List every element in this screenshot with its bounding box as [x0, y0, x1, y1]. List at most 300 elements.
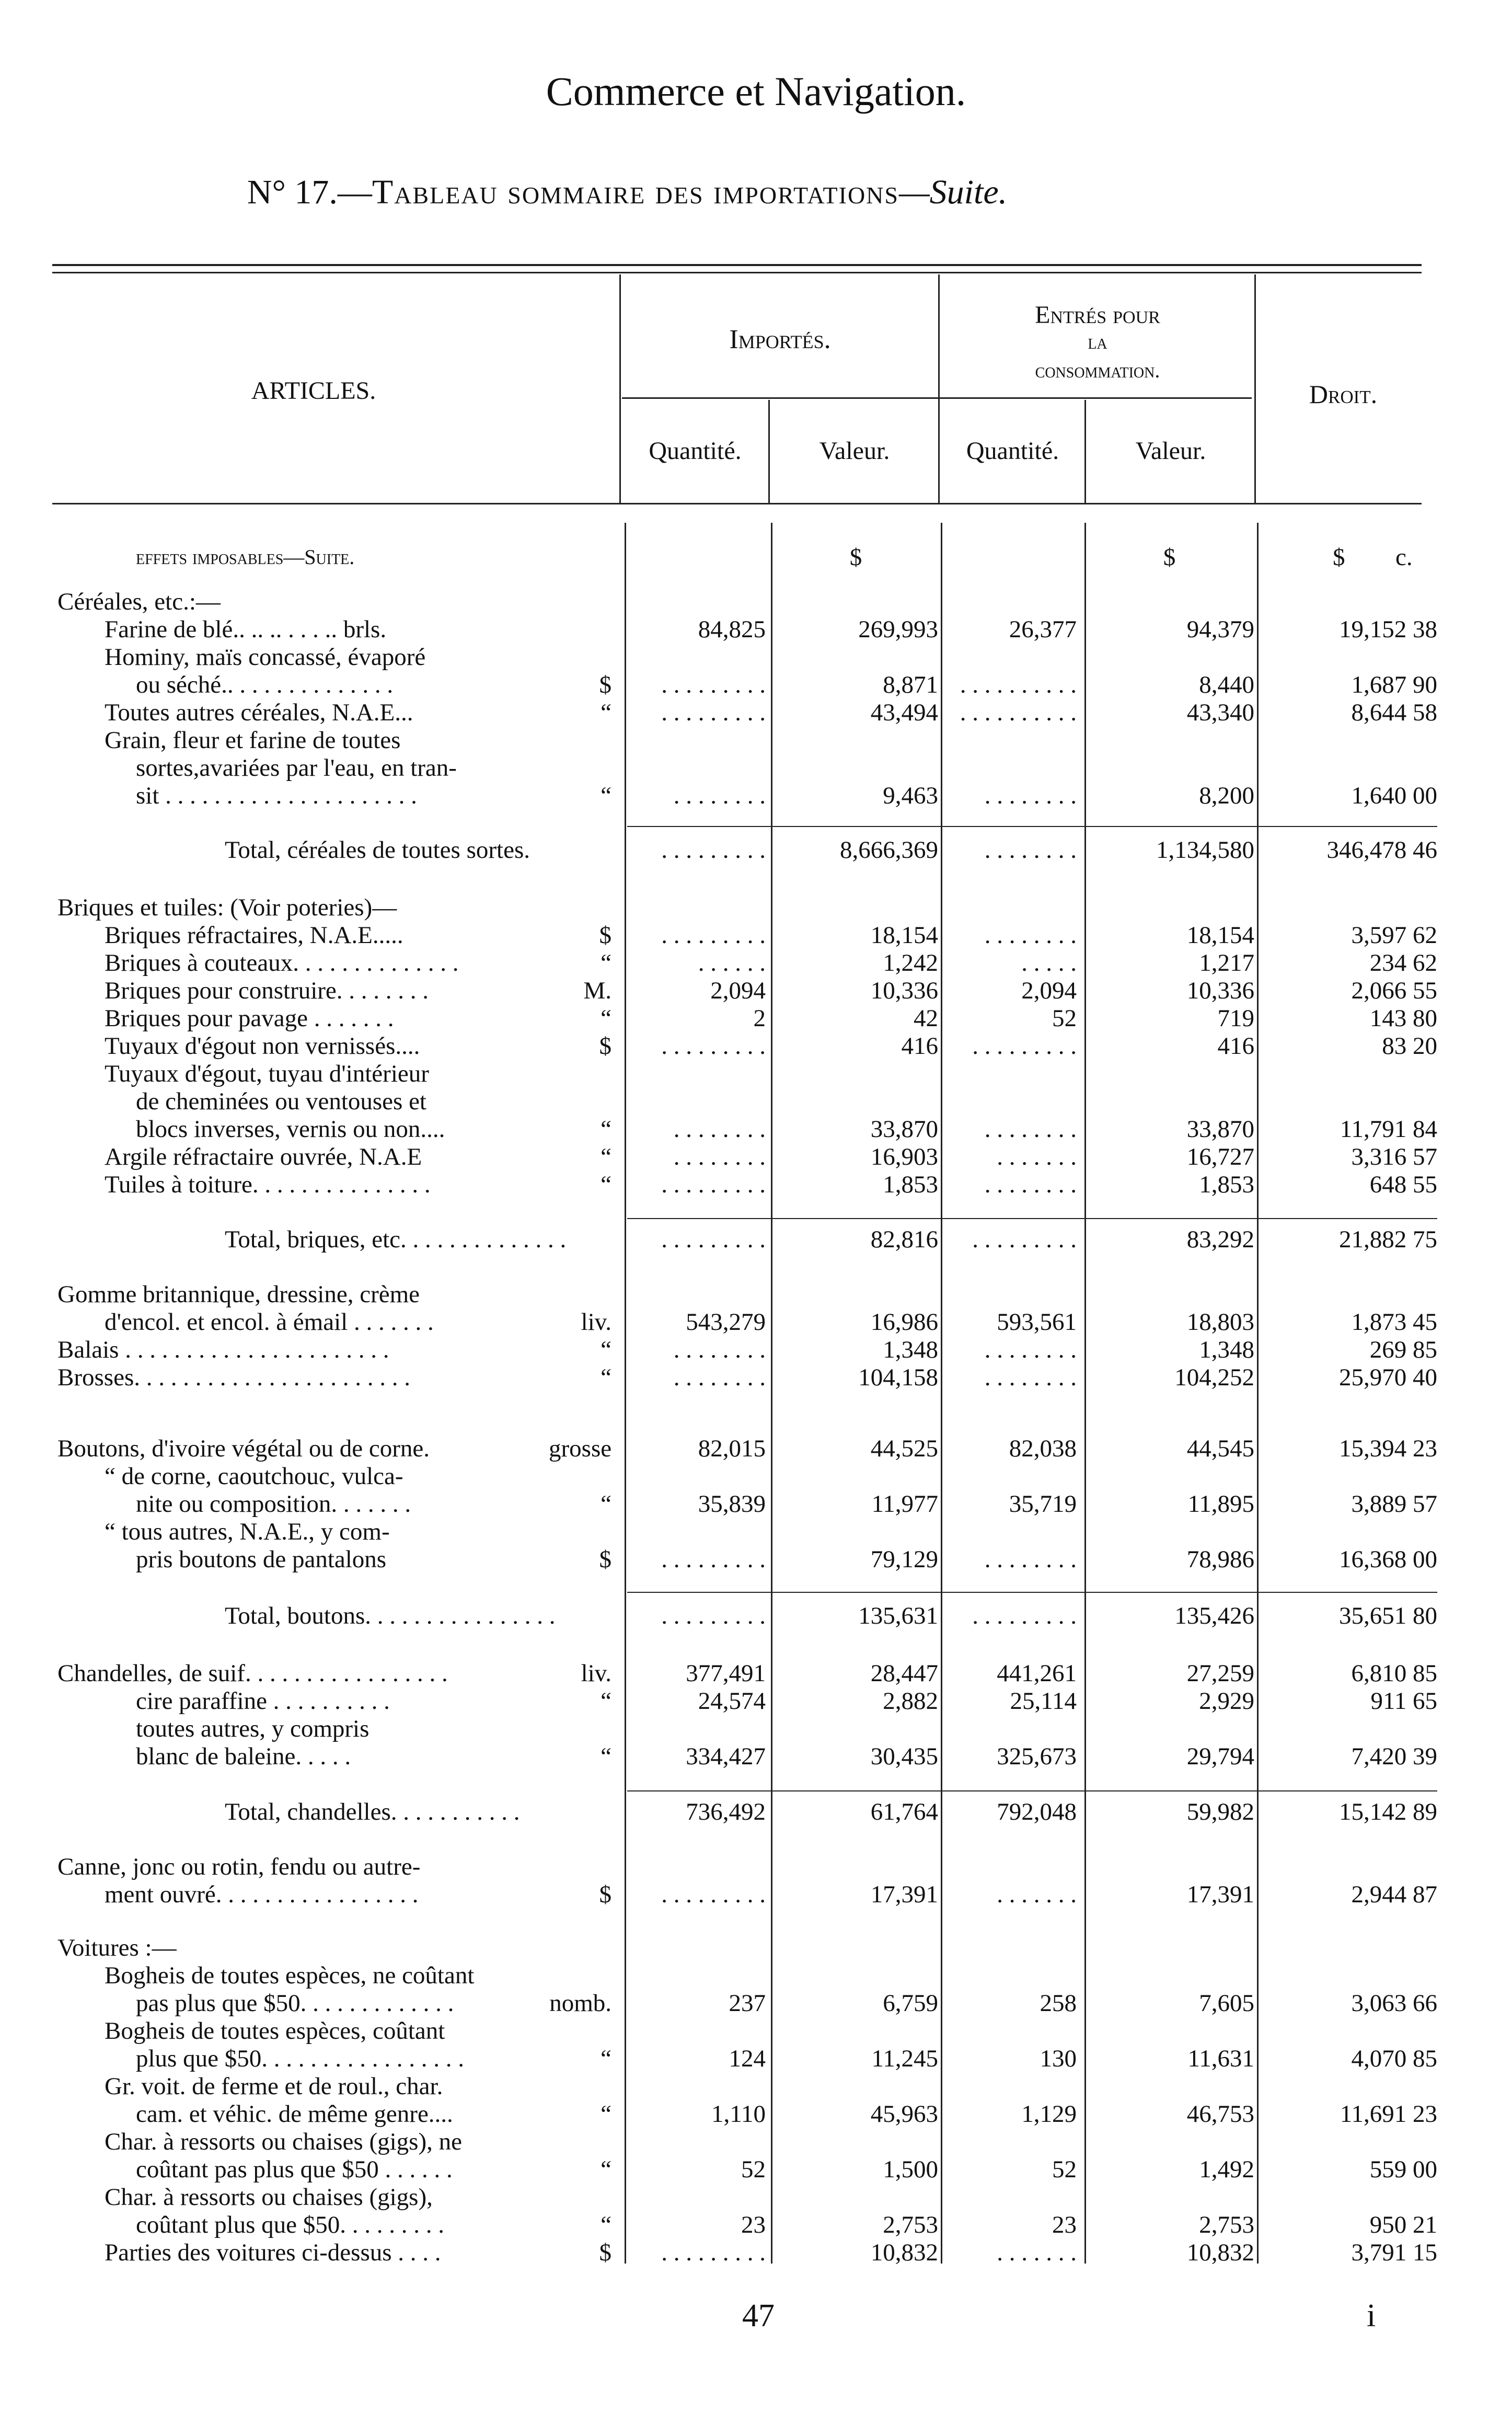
row-label: Grain, fleur et farine de toutes: [105, 727, 401, 754]
consumption-value: 43,340: [1186, 699, 1254, 726]
consumption-quantity: . . . . . . . . .: [972, 1602, 1077, 1629]
table-row: [0, 1032, 1512, 1060]
section-label: effets imposables—Suite.: [136, 545, 355, 569]
consumption-quantity: . . . . . . . . .: [972, 1226, 1077, 1253]
consumption-value: 719: [1217, 1005, 1254, 1032]
row-label: d'encol. et encol. à émail . . . . . . .: [105, 1308, 434, 1336]
table-row: [0, 616, 1512, 643]
imported-value: 1,853: [883, 1171, 938, 1198]
imported-value: 6,759: [883, 1990, 938, 2017]
row-unit: “: [601, 699, 611, 726]
duty-value: 4,070 85: [1351, 2045, 1437, 2072]
table-row: [0, 1715, 1512, 1742]
row-label: Toutes autres céréales, N.A.E...: [105, 699, 413, 726]
table-row: [0, 1116, 1512, 1143]
duty-value: 15,142 89: [1339, 1798, 1437, 1825]
imported-quantity: . . . . . . . . .: [661, 699, 766, 726]
consumption-value: 10,336: [1186, 977, 1254, 1004]
row-label: Tuyaux d'égout non vernissés....: [105, 1032, 420, 1060]
consumption-value: 8,200: [1199, 782, 1254, 809]
imported-value: 82,816: [870, 1226, 938, 1253]
row-label: blocs inverses, vernis ou non....: [136, 1116, 445, 1143]
row-unit: “: [601, 1005, 611, 1032]
imported-value: 11,977: [871, 1490, 938, 1518]
imported-quantity: . . . . . . . . .: [661, 1226, 766, 1253]
table-row: [0, 727, 1512, 754]
imported-quantity: 82,015: [698, 1435, 766, 1462]
consumption-quantity: . . . . . . . .: [984, 1171, 1077, 1198]
imported-value: 2,753: [883, 2211, 938, 2238]
duty-value: 1,687 90: [1351, 671, 1437, 698]
row-unit: “: [601, 2045, 611, 2072]
table-row: [0, 699, 1512, 726]
top-rule-2: [52, 272, 1422, 273]
row-label: Briques pour construire. . . . . . . .: [105, 977, 429, 1004]
row-label: coûtant plus que $50. . . . . . . . .: [136, 2211, 445, 2238]
imported-value: 42: [914, 1005, 938, 1032]
duty-value: 16,368 00: [1339, 1546, 1437, 1573]
duty-value: 559 00: [1369, 2156, 1437, 2183]
table-name: Tableau sommaire des importations: [372, 173, 899, 211]
header-divider: [1084, 400, 1086, 504]
row-label: sit . . . . . . . . . . . . . . . . . . . . .: [136, 782, 417, 809]
table-row: [0, 1088, 1512, 1115]
consumption-quantity: 52: [1052, 2156, 1077, 2183]
header-divider: [1254, 274, 1256, 504]
row-label: Chandelles, de suif. . . . . . . . . . . . . . . . .: [57, 1660, 448, 1687]
duty-value: 3,597 62: [1351, 922, 1437, 949]
consumption-quantity: 23: [1052, 2211, 1077, 2238]
table-row: [0, 2073, 1512, 2100]
row-unit: $: [599, 1032, 611, 1060]
consumption-quantity: 26,377: [1009, 616, 1077, 643]
duty-value: 3,889 57: [1351, 1490, 1437, 1518]
consumption-value: 33,870: [1186, 1116, 1254, 1143]
col-entres-3: consommation.: [1035, 359, 1160, 382]
consumption-value: 11,895: [1187, 1490, 1254, 1518]
header-bottom-rule: [52, 503, 1422, 504]
row-label: Briques réfractaires, N.A.E.....: [105, 922, 403, 949]
row-label: Farine de blé.. .. .. . . . .. brls.: [105, 616, 387, 643]
row-label: Total, briques, etc. . . . . . . . . . . . . .: [225, 1226, 567, 1253]
imported-quantity: 377,491: [686, 1660, 766, 1687]
imported-value: 30,435: [870, 1743, 938, 1770]
table-row: [0, 782, 1512, 809]
consumption-value: 83,292: [1186, 1226, 1254, 1253]
imported-value: 61,764: [870, 1798, 938, 1825]
table-row: [0, 2045, 1512, 2072]
table-row: [0, 2128, 1512, 2155]
consumption-quantity: . . . . .: [1021, 949, 1077, 977]
table-row: [0, 836, 1512, 864]
row-unit: $: [599, 2239, 611, 2266]
table-row: [0, 1308, 1512, 1336]
table-row: [0, 1005, 1512, 1032]
consumption-value: 416: [1217, 1032, 1254, 1060]
cents-label: c.: [1395, 544, 1413, 571]
row-label: nite ou composition. . . . . . .: [136, 1490, 411, 1518]
imported-value: 17,391: [870, 1881, 938, 1908]
imported-quantity: 2,094: [710, 977, 766, 1004]
consumption-quantity: . . . . . . . .: [984, 1336, 1077, 1363]
col-entres-1: Entrés pour: [1035, 301, 1160, 329]
duty-value: 346,478 46: [1326, 836, 1437, 864]
imported-quantity: 237: [729, 1990, 766, 2017]
duty-value: 911 65: [1370, 1687, 1437, 1715]
table-row: [0, 894, 1512, 921]
col-valeur-2: Valeur.: [1135, 437, 1206, 465]
duty-value: 25,970 40: [1339, 1364, 1437, 1391]
header-divider: [938, 274, 940, 504]
table-row: [0, 1518, 1512, 1545]
table-row: [0, 1435, 1512, 1462]
header-divider: [768, 400, 770, 504]
row-unit: “: [601, 1143, 611, 1170]
total-rule: [627, 826, 1437, 827]
duty-value: 950 21: [1369, 2211, 1437, 2238]
top-rule: [52, 264, 1422, 266]
table-row: [0, 1281, 1512, 1308]
imported-value: 43,494: [870, 699, 938, 726]
page-title: Commerce et Navigation.: [546, 68, 966, 114]
section-header-row: [0, 544, 1512, 571]
table-row: [0, 1336, 1512, 1363]
table-row: [0, 1602, 1512, 1629]
table-row: [0, 2156, 1512, 2183]
consumption-value: 10,832: [1186, 2239, 1254, 2266]
row-label: blanc de baleine. . . . .: [136, 1743, 351, 1770]
consumption-quantity: 2,094: [1021, 977, 1077, 1004]
table-row: [0, 1171, 1512, 1198]
row-unit: “: [601, 1116, 611, 1143]
col-importes: Importés.: [729, 325, 831, 354]
consumption-value: 94,379: [1186, 616, 1254, 643]
duty-value: 7,420 39: [1351, 1743, 1437, 1770]
consumption-quantity: . . . . . . . . . .: [960, 699, 1077, 726]
row-label: “ de corne, caoutchouc, vulca-: [105, 1463, 403, 1490]
imported-value: 16,903: [870, 1143, 938, 1170]
consumption-quantity: . . . . . . . .: [984, 1116, 1077, 1143]
row-unit: “: [601, 1687, 611, 1715]
consumption-value: 44,545: [1186, 1435, 1254, 1462]
imported-value: 104,158: [858, 1364, 938, 1391]
imported-quantity: 1,110: [711, 2100, 766, 2128]
table-row: [0, 2239, 1512, 2266]
imported-quantity: 23: [741, 2211, 766, 2238]
imported-quantity: 543,279: [686, 1308, 766, 1336]
row-label: Total, boutons. . . . . . . . . . . . . . . .: [225, 1602, 556, 1629]
imported-value: 1,348: [883, 1336, 938, 1363]
row-label: coûtant pas plus que $50 . . . . . .: [136, 2156, 453, 2183]
consumption-quantity: . . . . . . . .: [984, 1546, 1077, 1573]
consumption-quantity: 52: [1052, 1005, 1077, 1032]
row-unit: “: [601, 782, 611, 809]
row-label: Briques pour pavage . . . . . . .: [105, 1005, 394, 1032]
imported-value: 8,871: [883, 671, 938, 698]
imported-value: 269,993: [858, 616, 938, 643]
table-suffix: —Suite.: [899, 173, 1008, 211]
row-label: Argile réfractaire ouvrée, N.A.E: [105, 1143, 422, 1170]
table-row: [0, 1798, 1512, 1825]
consumption-quantity: 35,719: [1009, 1490, 1077, 1518]
duty-value: 3,316 57: [1351, 1143, 1437, 1170]
row-unit: $: [599, 671, 611, 698]
imported-quantity: 736,492: [686, 1798, 766, 1825]
row-label: Tuyaux d'égout, tuyau d'intérieur: [105, 1060, 429, 1087]
duty-value: 3,063 66: [1351, 1990, 1437, 2017]
consumption-value: 16,727: [1186, 1143, 1254, 1170]
consumption-quantity: . . . . . . . .: [984, 782, 1077, 809]
col-quantite-2: Quantité.: [966, 437, 1059, 465]
currency-symbol: $: [1333, 544, 1345, 571]
table-row: [0, 949, 1512, 977]
table-title: [0, 173, 1254, 212]
consumption-value: 135,426: [1174, 1602, 1254, 1629]
consumption-value: 46,753: [1186, 2100, 1254, 2128]
imported-value: 2,882: [883, 1687, 938, 1715]
page-number: 47: [742, 2298, 775, 2334]
duty-value: 143 80: [1369, 1005, 1437, 1032]
row-label: Char. à ressorts ou chaises (gigs),: [105, 2184, 433, 2211]
imported-value: 28,447: [870, 1660, 938, 1687]
consumption-quantity: 441,261: [997, 1660, 1077, 1687]
consumption-value: 8,440: [1199, 671, 1254, 698]
row-unit: nomb.: [549, 1990, 611, 2017]
duty-value: 2,066 55: [1351, 977, 1437, 1004]
table-row: [0, 1143, 1512, 1170]
imported-quantity: . . . . . . . . .: [661, 836, 766, 864]
imported-value: 9,463: [883, 782, 938, 809]
table-row: [0, 977, 1512, 1004]
row-label: cam. et véhic. de même genre....: [136, 2100, 453, 2128]
col-articles: ARTICLES.: [251, 377, 376, 405]
imported-quantity: 35,839: [698, 1490, 766, 1518]
imported-quantity: . . . . . . . .: [673, 1364, 766, 1391]
imported-value: 1,242: [883, 949, 938, 977]
row-label: de cheminées ou ventouses et: [136, 1088, 426, 1115]
table-row: [0, 588, 1512, 615]
duty-value: 648 55: [1369, 1171, 1437, 1198]
row-label: Bogheis de toutes espèces, ne coûtant: [105, 1962, 475, 1989]
consumption-quantity: . . . . . . . . .: [972, 1032, 1077, 1060]
row-label: Balais . . . . . . . . . . . . . . . . . . . . . .: [57, 1336, 389, 1363]
consumption-quantity: . . . . . . .: [997, 1143, 1077, 1170]
imported-value: 11,245: [871, 2045, 938, 2072]
row-label: Tuiles à toiture. . . . . . . . . . . . . . .: [105, 1171, 431, 1198]
imported-value: 10,336: [870, 977, 938, 1004]
table-row: [0, 2211, 1512, 2238]
imported-quantity: 2: [753, 1005, 766, 1032]
duty-value: 1,640 00: [1351, 782, 1437, 809]
consumption-quantity: 25,114: [1010, 1687, 1077, 1715]
table-row: [0, 754, 1512, 782]
imported-quantity: 334,427: [686, 1743, 766, 1770]
consumption-value: 1,217: [1199, 949, 1254, 977]
imported-value: 135,631: [858, 1602, 938, 1629]
duty-value: 2,944 87: [1351, 1881, 1437, 1908]
duty-value: 3,791 15: [1351, 2239, 1437, 2266]
table-row: [0, 1660, 1512, 1687]
duty-value: 21,882 75: [1339, 1226, 1437, 1253]
table-row: [0, 1743, 1512, 1770]
imported-value: 10,832: [870, 2239, 938, 2266]
row-unit: M.: [583, 977, 611, 1004]
imported-quantity: . . . . . . . . .: [661, 1602, 766, 1629]
row-unit: “: [601, 2156, 611, 2183]
row-unit: “: [601, 2211, 611, 2238]
duty-value: 83 20: [1382, 1032, 1437, 1060]
imported-value: 79,129: [870, 1546, 938, 1573]
imported-quantity: 124: [729, 2045, 766, 2072]
table-row: [0, 2100, 1512, 2128]
row-unit: $: [599, 1546, 611, 1573]
imported-value: 45,963: [870, 2100, 938, 2128]
consumption-value: 18,803: [1186, 1308, 1254, 1336]
consumption-value: 2,753: [1199, 2211, 1254, 2238]
row-label: cire paraffine . . . . . . . . . .: [136, 1687, 390, 1715]
consumption-value: 1,492: [1199, 2156, 1254, 2183]
row-label: Parties des voitures ci-dessus . . . .: [105, 2239, 441, 2266]
row-label: Briques à couteaux. . . . . . . . . . . . . .: [105, 949, 459, 977]
table-row: [0, 1934, 1512, 1961]
col-quantite-1: Quantité.: [649, 437, 742, 465]
imported-quantity: 52: [741, 2156, 766, 2183]
imported-quantity: 24,574: [698, 1687, 766, 1715]
imported-value: 44,525: [870, 1435, 938, 1462]
consumption-quantity: . . . . . . . .: [984, 836, 1077, 864]
consumption-quantity: . . . . . . .: [997, 1881, 1077, 1908]
consumption-quantity: . . . . . . . . . .: [960, 671, 1077, 698]
imported-quantity: . . . . . . . .: [673, 1143, 766, 1170]
table-row: [0, 1990, 1512, 2017]
consumption-quantity: . . . . . . .: [997, 2239, 1077, 2266]
row-unit: “: [601, 1171, 611, 1198]
row-unit: liv.: [581, 1308, 611, 1336]
duty-value: 11,791 84: [1340, 1116, 1437, 1143]
row-unit: “: [601, 949, 611, 977]
consumption-value: 59,982: [1186, 1798, 1254, 1825]
consumption-quantity: 325,673: [997, 1743, 1077, 1770]
row-unit: “: [601, 1336, 611, 1363]
row-label: plus que $50. . . . . . . . . . . . . . . . .: [136, 2045, 464, 2072]
imported-value: 33,870: [870, 1116, 938, 1143]
currency-symbol: $: [1163, 544, 1176, 571]
consumption-value: 17,391: [1186, 1881, 1254, 1908]
imported-value: 8,666,369: [840, 836, 938, 864]
consumption-value: 104,252: [1174, 1364, 1254, 1391]
imported-quantity: . . . . . . . .: [673, 1336, 766, 1363]
duty-value: 1,873 45: [1351, 1308, 1437, 1336]
table-row: [0, 1490, 1512, 1518]
table-row: [0, 1364, 1512, 1391]
imported-value: 18,154: [870, 922, 938, 949]
row-label: Voitures :—: [57, 1934, 177, 1961]
consumption-value: 29,794: [1186, 1743, 1254, 1770]
duty-value: 6,810 85: [1351, 1660, 1437, 1687]
row-label: pas plus que $50. . . . . . . . . . . . .: [136, 1990, 454, 2017]
currency-symbol: $: [849, 544, 862, 571]
imported-quantity: . . . . . . . . .: [661, 922, 766, 949]
duty-value: 269 85: [1369, 1336, 1437, 1363]
duty-value: 15,394 23: [1339, 1435, 1437, 1462]
duty-value: 8,644 58: [1351, 699, 1437, 726]
table-row: [0, 2184, 1512, 2211]
duty-value: 35,651 80: [1339, 1602, 1437, 1629]
total-rule: [627, 1218, 1437, 1219]
consumption-value: 7,605: [1199, 1990, 1254, 2017]
imported-quantity: . . . . . . . .: [673, 782, 766, 809]
table-row: [0, 1881, 1512, 1908]
consumption-quantity: 130: [1040, 2045, 1077, 2072]
consumption-quantity: . . . . . . . .: [984, 1364, 1077, 1391]
consumption-quantity: . . . . . . . .: [984, 922, 1077, 949]
consumption-value: 78,986: [1186, 1546, 1254, 1573]
imported-quantity: . . . . . . . . .: [661, 1171, 766, 1198]
consumption-value: 1,348: [1199, 1336, 1254, 1363]
imported-value: 416: [901, 1032, 938, 1060]
row-label: “ tous autres, N.A.E., y com-: [105, 1518, 390, 1545]
header-divider: [619, 274, 621, 504]
duty-value: 19,152 38: [1339, 616, 1437, 643]
table-row: [0, 1546, 1512, 1573]
row-unit: grosse: [549, 1435, 612, 1462]
table-number: N° 17.—: [247, 173, 372, 211]
consumption-value: 1,853: [1199, 1171, 1254, 1198]
consumption-value: 11,631: [1187, 2045, 1254, 2072]
consumption-quantity: 82,038: [1009, 1435, 1077, 1462]
table-row: [0, 1060, 1512, 1087]
row-label: Brosses. . . . . . . . . . . . . . . . . . . . . . .: [57, 1364, 410, 1391]
row-label: Céréales, etc.:—: [57, 588, 221, 615]
consumption-value: 27,259: [1186, 1660, 1254, 1687]
imported-quantity: . . . . . . . . .: [661, 1881, 766, 1908]
row-label: Briques et tuiles: (Voir poteries)—: [57, 894, 397, 921]
consumption-quantity: 258: [1040, 1990, 1077, 2017]
table-row: [0, 644, 1512, 671]
row-unit: “: [601, 1364, 611, 1391]
consumption-value: 18,154: [1186, 922, 1254, 949]
table-row: [0, 1463, 1512, 1490]
imported-value: 16,986: [870, 1308, 938, 1336]
imported-quantity: . . . . . . . . .: [661, 671, 766, 698]
imported-value: 1,500: [883, 2156, 938, 2183]
row-label: Total, céréales de toutes sortes.: [225, 836, 530, 864]
consumption-quantity: 1,129: [1021, 2100, 1077, 2128]
duty-value: 234 62: [1369, 949, 1437, 977]
consumption-quantity: 792,048: [997, 1798, 1077, 1825]
imported-quantity: . . . . . .: [698, 949, 766, 977]
row-label: ou séché.. . . . . . . . . . . . . .: [136, 671, 394, 698]
col-valeur-1: Valeur.: [819, 437, 890, 465]
row-label: Total, chandelles. . . . . . . . . . .: [225, 1798, 520, 1825]
row-label: Char. à ressorts ou chaises (gigs), ne: [105, 2128, 462, 2155]
table-row: [0, 671, 1512, 698]
table-row: [0, 1687, 1512, 1715]
imported-quantity: . . . . . . . . .: [661, 1546, 766, 1573]
table-row: [0, 1962, 1512, 1989]
imported-quantity: 84,825: [698, 616, 766, 643]
row-label: Canne, jonc ou rotin, fendu ou autre-: [57, 1853, 421, 1880]
table-row: [0, 1853, 1512, 1880]
consumption-value: 2,929: [1199, 1687, 1254, 1715]
row-label: toutes autres, y compris: [136, 1715, 370, 1742]
row-unit: $: [599, 1881, 611, 1908]
row-label: sortes,avariées par l'eau, en tran-: [136, 754, 457, 782]
total-rule: [627, 1592, 1437, 1593]
row-unit: “: [601, 2100, 611, 2128]
row-label: Boutons, d'ivoire végétal ou de corne.: [57, 1435, 430, 1462]
row-unit: “: [601, 1490, 611, 1518]
